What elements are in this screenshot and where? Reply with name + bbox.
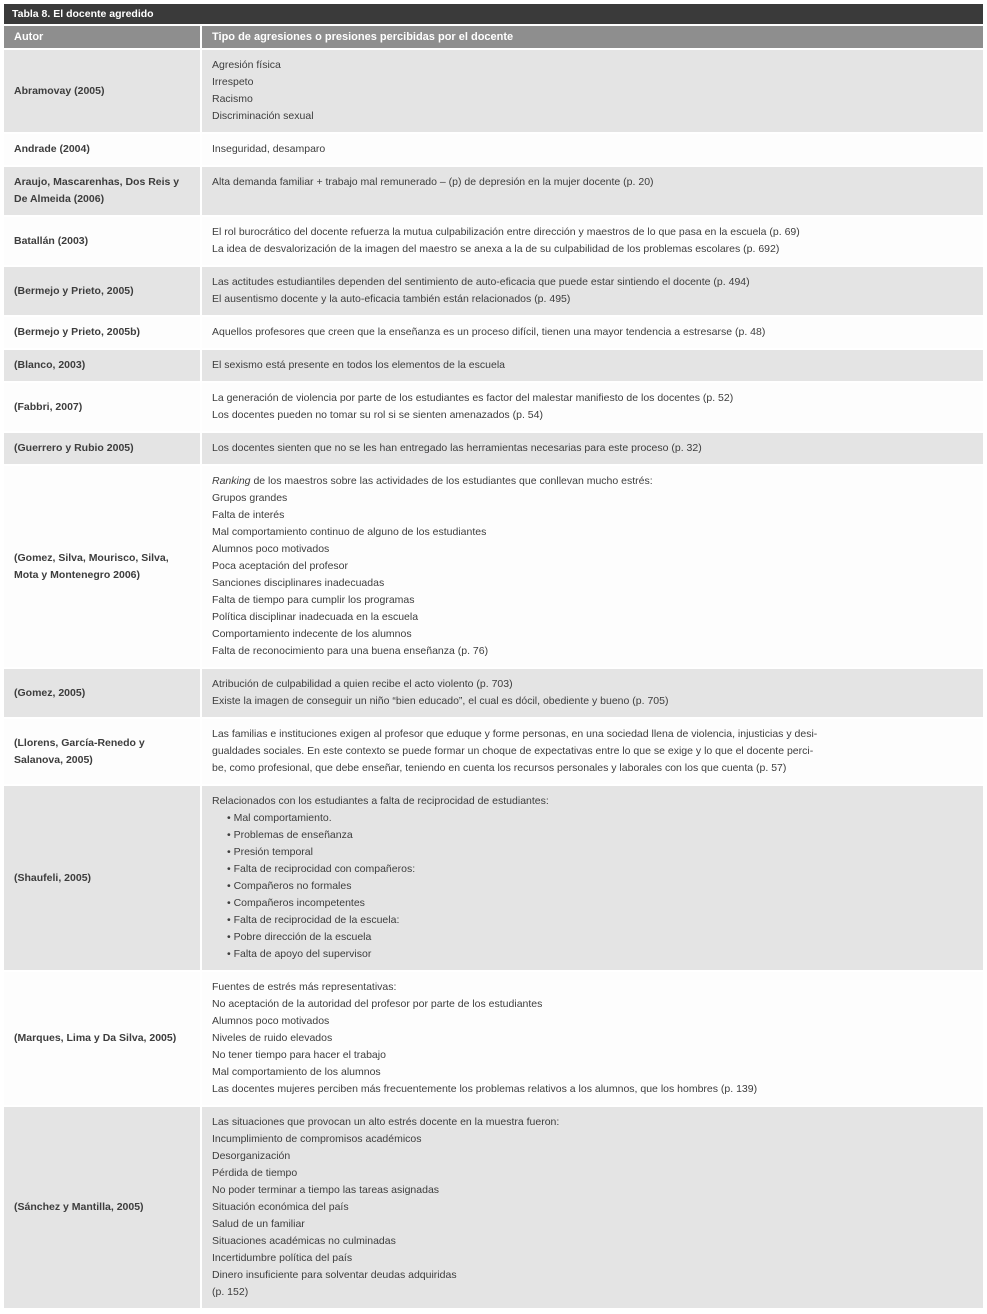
content-line: No tener tiempo para hacer el trabajo <box>212 1049 386 1061</box>
content-line: La generación de violencia por parte de los estudiantes es factor del malestar manifiesto de los docentes (p. 52) <box>212 392 734 404</box>
author-name: (Bermejo y Prieto, 2005) <box>14 284 134 297</box>
content-line: La idea de desvalorización de la imagen del maestro se anexa a la de su culpabilidad de los problemas escolares (p. 692) <box>212 243 780 255</box>
table-row <box>4 786 983 970</box>
content-line: Aquellos profesores que creen que la enseñanza es un proceso difícil, tienen una mayor tendencia a estresarse (p. 48) <box>212 326 766 338</box>
content-line: Las actitudes estudiantiles dependen del sentimiento de auto-eficacia que puede estar sintiendo el docente (p. 494) <box>212 276 750 288</box>
content-cell <box>202 669 983 717</box>
author-cell <box>4 134 200 165</box>
content-line: Relacionados con los estudiantes a falta de reciprocidad de estudiantes: <box>212 795 549 807</box>
author-cell <box>4 217 200 265</box>
content-cell <box>202 134 983 165</box>
content-line: Grupos grandes <box>212 492 288 504</box>
content-cell <box>202 383 983 431</box>
content-line: • Compañeros no formales <box>227 880 352 892</box>
content-cell <box>202 433 983 464</box>
content-line: • Presión temporal <box>227 846 313 858</box>
content-line: Las situaciones que provocan un alto estrés docente en la muestra fueron: <box>212 1116 560 1128</box>
content-line: Falta de reconocimiento para una buena enseñanza (p. 76) <box>212 645 489 657</box>
content-line: • Problemas de enseñanza <box>227 829 353 841</box>
table-row <box>4 466 983 667</box>
content-line: El sexismo está presente en todos los elementos de la escuela <box>212 359 506 371</box>
author-cell <box>4 383 200 431</box>
author-name: (Gomez, Silva, Mourisco, Silva, Mota y Montenegro 2006) <box>14 551 169 581</box>
author-name: (Fabbri, 2007) <box>14 400 83 413</box>
content-line: Las docentes mujeres perciben más frecuentemente los problemas relativos a los alumnos, que los hombres (p. 139) <box>212 1083 758 1095</box>
content-line: • Mal comportamiento. <box>227 812 332 824</box>
author-name: (Gomez, 2005) <box>14 686 86 699</box>
content-cell <box>202 350 983 381</box>
content-line: Irrespeto <box>212 76 254 88</box>
author-cell <box>4 167 200 215</box>
author-cell <box>4 1107 200 1308</box>
author-cell <box>4 317 200 348</box>
content-cell <box>202 317 983 348</box>
table-row <box>4 134 983 165</box>
author-name: (Shaufeli, 2005) <box>14 871 92 884</box>
author-cell <box>4 50 200 132</box>
content-line: • Falta de reciprocidad con compañeros: <box>227 863 416 875</box>
content-line: No aceptación de la autoridad del profesor por parte de los estudiantes <box>212 998 543 1010</box>
content-line: No poder terminar a tiempo las tareas asignadas <box>212 1184 440 1196</box>
author-name: Andrade (2004) <box>14 143 90 155</box>
content-line: Alta demanda familiar + trabajo mal remunerado – (p) de depresión en la mujer docente (p. 20) <box>212 176 654 188</box>
content-line: Ranking de los maestros sobre las actividades de los estudiantes que conllevan mucho estrés: <box>212 475 653 487</box>
content-line: Fuentes de estrés más representativas: <box>212 981 397 993</box>
table-row <box>4 433 983 464</box>
content-cell <box>202 50 983 132</box>
table-row <box>4 50 983 132</box>
table-title: Tabla 8. El docente agredido <box>4 4 983 24</box>
content-line: Salud de un familiar <box>212 1218 305 1230</box>
author-cell <box>4 350 200 381</box>
content-cell <box>202 1107 983 1308</box>
author-cell <box>4 719 200 784</box>
content-line: Alumnos poco motivados <box>212 1015 330 1027</box>
content-cell <box>202 466 983 667</box>
content-line: • Compañeros incompetentes <box>227 897 365 909</box>
column-header-content: Tipo de agresiones o presiones percibidas por el docente <box>202 26 983 48</box>
content-line: • Pobre dirección de la escuela <box>227 931 372 943</box>
table-row <box>4 383 983 431</box>
content-line: • Falta de apoyo del supervisor <box>227 948 372 960</box>
author-cell <box>4 786 200 970</box>
content-line: (p. 152) <box>212 1286 249 1298</box>
table-body <box>4 50 983 1308</box>
content-line: Falta de interés <box>212 509 285 521</box>
content-line: Pérdida de tiempo <box>212 1167 298 1179</box>
content-cell <box>202 267 983 315</box>
paper-table <box>4 4 983 1308</box>
content-line: Discriminación sexual <box>212 110 314 122</box>
content-line: El rol burocrático del docente refuerza la mutua culpabilización entre dirección y maestros de lo que pasa en la escuela (p. 69) <box>212 226 800 238</box>
author-cell <box>4 466 200 667</box>
content-line: Alumnos poco motivados <box>212 543 330 555</box>
author-name: (Guerrero y Rubio 2005) <box>14 442 134 454</box>
author-name: Abramovay (2005) <box>14 84 105 97</box>
content-line: Desorganización <box>212 1150 291 1162</box>
content-line: Las familias e instituciones exigen al profesor que eduque y forme personas, en una sociedad llena de violencia, injusticias y desi- <box>212 728 818 740</box>
table-row <box>4 350 983 381</box>
content-line: Política disciplinar inadecuada en la escuela <box>212 611 419 623</box>
content-line: be, como profesional, que debe enseñar, teniendo en cuenta los recursos personales y laborales con los que cuenta (p. 57) <box>212 762 787 774</box>
table-row <box>4 317 983 348</box>
content-line: Agresión física <box>212 59 281 71</box>
table-row <box>4 669 983 717</box>
table-row <box>4 217 983 265</box>
content-cell <box>202 167 983 215</box>
content-line: Incumplimiento de compromisos académicos <box>212 1133 422 1145</box>
table-row <box>4 267 983 315</box>
table-header <box>4 26 983 48</box>
content-cell <box>202 719 983 784</box>
content-line: Los docentes sienten que no se les han entregado las herramientas necesarias para este proceso (p. 32) <box>212 442 702 454</box>
content-cell <box>202 972 983 1105</box>
author-name: Batallán (2003) <box>14 234 89 247</box>
table-row <box>4 719 983 784</box>
content-line: Racismo <box>212 93 253 105</box>
author-name: (Sánchez y Mantilla, 2005) <box>14 1201 144 1213</box>
author-cell <box>4 267 200 315</box>
content-line: Situaciones académicas no culminadas <box>212 1235 396 1247</box>
content-line: Niveles de ruido elevados <box>212 1032 333 1044</box>
content-line: Los docentes pueden no tomar su rol si se sienten amenazados (p. 54) <box>212 409 543 421</box>
content-line: Inseguridad, desamparo <box>212 143 326 155</box>
content-line: Incertidumbre política del país <box>212 1252 353 1264</box>
author-cell <box>4 433 200 464</box>
content-cell <box>202 786 983 970</box>
author-name: (Llorens, García-Renedo y Salanova, 2005) <box>14 736 145 766</box>
content-line: Situación económica del país <box>212 1201 349 1213</box>
content-line: • Falta de reciprocidad de la escuela: <box>227 914 400 926</box>
content-line: Sanciones disciplinares inadecuadas <box>212 577 385 589</box>
content-line: Mal comportamiento de los alumnos <box>212 1066 381 1078</box>
content-line: Comportamiento indecente de los alumnos <box>212 628 412 640</box>
author-name: Araujo, Mascarenhas, Dos Reis y De Almeida (2006) <box>14 176 180 205</box>
content-line: Atribución de culpabilidad a quien recibe el acto violento (p. 703) <box>212 678 513 690</box>
column-header-author: Autor <box>4 26 200 48</box>
author-name: (Bermejo y Prieto, 2005b) <box>14 326 141 338</box>
author-cell <box>4 669 200 717</box>
content-line: Mal comportamiento continuo de alguno de los estudiantes <box>212 526 487 538</box>
content-line: Dinero insuficiente para solventar deudas adquiridas <box>212 1269 457 1281</box>
content-line: Falta de tiempo para cumplir los programas <box>212 594 415 606</box>
author-name: (Marques, Lima y Da Silva, 2005) <box>14 1032 177 1044</box>
content-cell <box>202 217 983 265</box>
author-cell <box>4 972 200 1105</box>
author-name: (Blanco, 2003) <box>14 359 86 371</box>
table-row <box>4 972 983 1105</box>
table-row <box>4 1107 983 1308</box>
content-line: Existe la imagen de conseguir un niño “bien educado”, el cual es dócil, obediente y bueno (p. 705) <box>212 695 669 707</box>
content-line: gualdades sociales. En este contexto se puede formar un choque de expectativas entre lo que se exige y lo que el docente perci- <box>212 745 814 757</box>
content-line: El ausentismo docente y la auto-eficacia también están relacionados (p. 495) <box>212 293 571 305</box>
content-line: Poca aceptación del profesor <box>212 560 349 572</box>
table-row <box>4 167 983 215</box>
